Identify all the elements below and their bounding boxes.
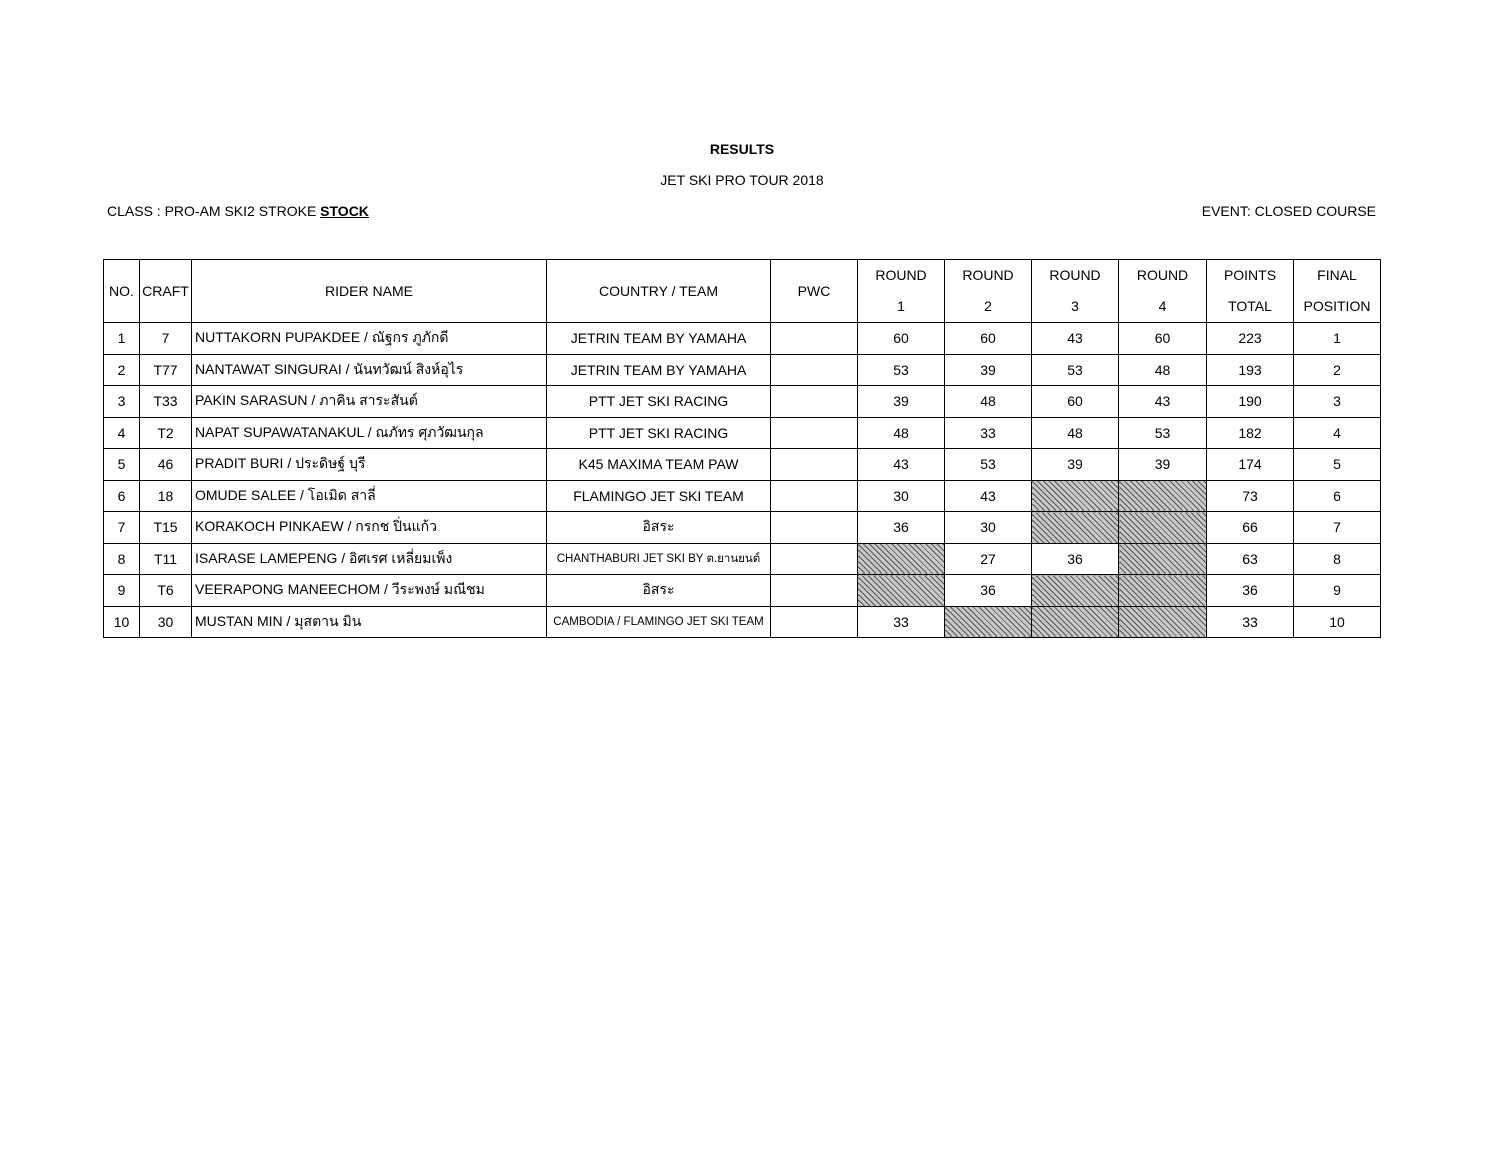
cell-points-total: 193 [1207,354,1294,386]
cell-craft: T77 [140,354,192,386]
col-round-3 [1032,260,1119,323]
cell-round-4 [1119,543,1207,575]
cell-final-position: 6 [1294,480,1381,512]
cell-rider-name: ISARASE LAMEPENG / อิศเรศ เหลี่ยมเพ็ง [192,543,547,575]
cell-final-position: 2 [1294,354,1381,386]
cell-pwc [771,323,858,355]
cell-pwc [771,480,858,512]
cell-round-3: 39 [1032,449,1119,481]
cell-round-2 [945,606,1032,638]
cell-country-team: CHANTHABURI JET SKI BY ต.ยานยนต์ [547,543,771,575]
cell-country-team: FLAMINGO JET SKI TEAM [547,480,771,512]
cell-points-total: 66 [1207,512,1294,544]
cell-craft: T15 [140,512,192,544]
cell-final-position: 1 [1294,323,1381,355]
cell-craft: T2 [140,417,192,449]
cell-rider-name: PRADIT BURI / ประดิษฐ์ บุรี [192,449,547,481]
col-pwc: PWC [771,260,858,323]
class-label [107,203,369,219]
cell-country-team: อิสระ [547,512,771,544]
cell-round-2: 53 [945,449,1032,481]
cell-pwc [771,543,858,575]
table-row [104,354,1381,386]
cell-final-position: 10 [1294,606,1381,638]
cell-round-1: 48 [858,417,945,449]
cell-round-1 [858,575,945,607]
cell-round-4: 60 [1119,323,1207,355]
table-row [104,606,1381,638]
col-round-2 [945,260,1032,323]
round-3-number: 3 [1071,298,1079,314]
cell-craft: T33 [140,386,192,418]
table-row [104,512,1381,544]
cell-country-team: JETRIN TEAM BY YAMAHA [547,323,771,355]
col-points-total [1207,260,1294,323]
cell-final-position: 7 [1294,512,1381,544]
cell-pwc [771,386,858,418]
cell-round-4 [1119,575,1207,607]
cell-no: 6 [104,480,140,512]
cell-no: 8 [104,543,140,575]
cell-pwc [771,417,858,449]
cell-round-3 [1032,606,1119,638]
position-label: POSITION [1303,298,1371,314]
cell-round-1: 39 [858,386,945,418]
cell-no: 3 [104,386,140,418]
cell-round-4 [1119,480,1207,512]
round-4-number: 4 [1158,298,1167,314]
cell-round-2: 30 [945,512,1032,544]
cell-no: 5 [104,449,140,481]
class-prefix: CLASS : PRO-AM SKI2 STROKE [107,203,317,219]
col-round-4 [1119,260,1207,323]
round-3-label: ROUND [1049,267,1101,283]
cell-rider-name: VEERAPONG MANEECHOM / วีระพงษ์ มณีชม [192,575,547,607]
cell-rider-name: PAKIN SARASUN / ภาคิน สาระสันต์ [192,386,547,418]
cell-round-3: 36 [1032,543,1119,575]
cell-pwc [771,354,858,386]
cell-country-team: K45 MAXIMA TEAM PAW [547,449,771,481]
cell-no: 7 [104,512,140,544]
cell-rider-name: KORAKOCH PINKAEW / กรกช ปิ่นแก้ว [192,512,547,544]
cell-rider-name: NUTTAKORN PUPAKDEE / ณัฐกร ภูภักดี [192,323,547,355]
cell-round-2: 48 [945,386,1032,418]
cell-rider-name: MUSTAN MIN / มุสตาน มิน [192,606,547,638]
cell-points-total: 36 [1207,575,1294,607]
cell-country-team: PTT JET SKI RACING [547,417,771,449]
results-body [104,323,1381,638]
cell-round-3: 53 [1032,354,1119,386]
cell-no: 4 [104,417,140,449]
cell-round-1: 30 [858,480,945,512]
table-row [104,575,1381,607]
cell-final-position: 4 [1294,417,1381,449]
cell-craft: T11 [140,543,192,575]
col-round-1 [858,260,945,323]
cell-round-2: 27 [945,543,1032,575]
cell-country-team: อิสระ [547,575,771,607]
cell-round-4: 53 [1119,417,1207,449]
event-label: EVENT: CLOSED COURSE [1201,203,1376,219]
cell-pwc [771,512,858,544]
cell-round-3: 60 [1032,386,1119,418]
class-stock: STOCK [320,203,369,219]
cell-round-4: 48 [1119,354,1207,386]
col-country-team: COUNTRY / TEAM [547,260,771,323]
cell-round-1: 53 [858,354,945,386]
cell-round-3: 43 [1032,323,1119,355]
cell-no: 10 [104,606,140,638]
header-row [104,260,1381,323]
cell-round-3 [1032,575,1119,607]
cell-points-total: 182 [1207,417,1294,449]
round-1-label: ROUND [875,267,927,283]
cell-round-4 [1119,606,1207,638]
col-rider-name: RIDER NAME [192,260,547,323]
cell-craft: 46 [140,449,192,481]
final-label: FINAL [1317,267,1357,283]
cell-final-position: 9 [1294,575,1381,607]
table-row [104,480,1381,512]
cell-country-team: JETRIN TEAM BY YAMAHA [547,354,771,386]
cell-rider-name: OMUDE SALEE / โอเมิด สาลี่ [192,480,547,512]
cell-craft: 7 [140,323,192,355]
cell-no: 2 [104,354,140,386]
cell-round-1: 33 [858,606,945,638]
cell-craft: 18 [140,480,192,512]
cell-no: 1 [104,323,140,355]
total-label: TOTAL [1228,298,1272,314]
cell-pwc [771,575,858,607]
col-no: NO. [104,260,140,323]
cell-round-1 [858,543,945,575]
table-row [104,417,1381,449]
cell-round-2: 33 [945,417,1032,449]
table-row [104,323,1381,355]
cell-country-team: PTT JET SKI RACING [547,386,771,418]
cell-final-position: 5 [1294,449,1381,481]
cell-pwc [771,449,858,481]
table-row [104,449,1381,481]
cell-round-2: 39 [945,354,1032,386]
cell-round-3 [1032,512,1119,544]
cell-points-total: 190 [1207,386,1294,418]
event-series-title: JET SKI PRO TOUR 2018 [660,172,824,188]
cell-round-2: 43 [945,480,1032,512]
table-row [104,386,1381,418]
round-4-label: ROUND [1136,267,1189,283]
cell-round-2: 60 [945,323,1032,355]
round-2-number: 2 [984,298,992,314]
cell-pwc [771,606,858,638]
cell-points-total: 174 [1207,449,1294,481]
cell-rider-name: NAPAT SUPAWATANAKUL / ณภัทร ศุภวัฒนกุล [192,417,547,449]
cell-round-1: 36 [858,512,945,544]
cell-round-1: 60 [858,323,945,355]
cell-points-total: 33 [1207,606,1294,638]
cell-round-3: 48 [1032,417,1119,449]
cell-round-2: 36 [945,575,1032,607]
cell-points-total: 63 [1207,543,1294,575]
cell-craft: 30 [140,606,192,638]
points-label: POINTS [1223,267,1277,283]
cell-final-position: 3 [1294,386,1381,418]
cell-points-total: 73 [1207,480,1294,512]
cell-final-position: 8 [1294,543,1381,575]
cell-round-1: 43 [858,449,945,481]
cell-points-total: 223 [1207,323,1294,355]
cell-country-team: CAMBODIA / FLAMINGO JET SKI TEAM [547,606,771,638]
page-title: RESULTS [709,141,775,157]
cell-craft: T6 [140,575,192,607]
col-final-position [1294,260,1381,323]
round-2-label: ROUND [962,267,1014,283]
cell-rider-name: NANTAWAT SINGURAI / นันทวัฒน์ สิงห์อุไร [192,354,547,386]
results-table [103,259,1381,638]
cell-round-3 [1032,480,1119,512]
table-row [104,543,1381,575]
cell-round-4: 43 [1119,386,1207,418]
col-craft: CRAFT [140,260,192,323]
cell-no: 9 [104,575,140,607]
round-1-number: 1 [897,298,905,314]
cell-round-4: 39 [1119,449,1207,481]
cell-round-4 [1119,512,1207,544]
